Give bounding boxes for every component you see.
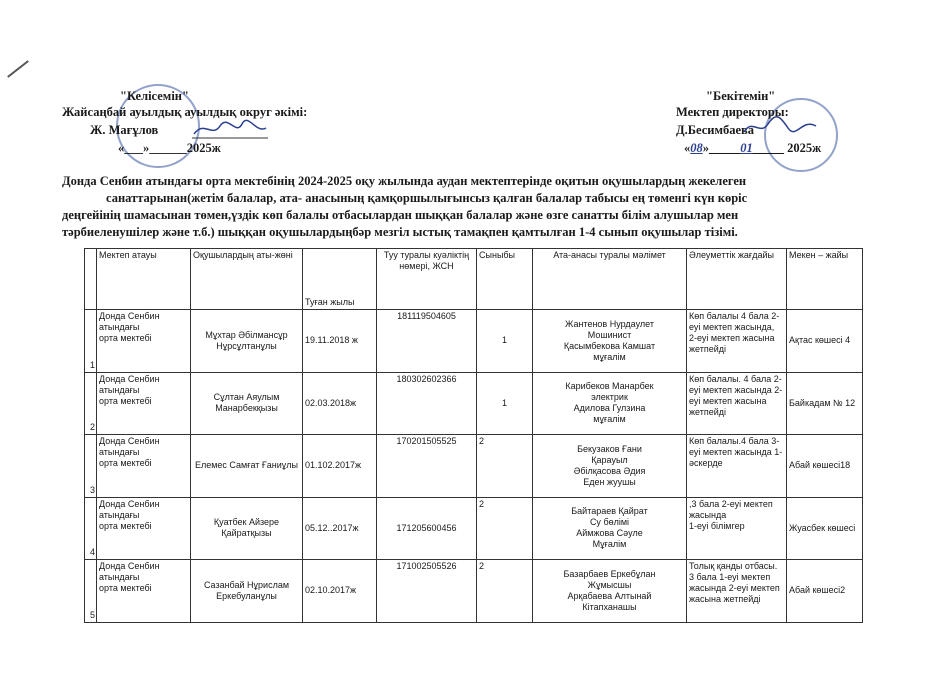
cell-parents: Базарбаев Еркебұлан Жұмысшы Арқабаева Алтынай Кітапханашы (533, 560, 687, 623)
title-line: санаттарынан(жетім балалар, ата- анасының қамқоршылығынсыз қалған балалар табысы ең төменгі күн көріс (106, 191, 748, 205)
left-approve-word: "Келісемін" (120, 89, 189, 103)
row-number: 3 (85, 435, 97, 498)
cell-address: Байкадам № 12 (787, 372, 863, 435)
cell-grade: 1 (477, 372, 533, 435)
header-parents: Ата-анасы туралы мәлімет (533, 249, 687, 310)
cell-social: ,3 бала 2-еуі мектеп жасында 1-еуі білімгер (687, 497, 787, 560)
left-position: Жайсаңбай ауылдық ауылдық округ әкімі: (62, 105, 308, 119)
right-date-day: 08 (690, 141, 703, 155)
cell-social: Көп балалы 4 бала 2-еуі мектеп жасында, 2-еуі мектеп жасына жетпейді (687, 310, 787, 373)
table-row (85, 497, 863, 560)
cell-birth-year: 05.12..2017ж (303, 497, 377, 560)
right-approve-word: "Бекітемін" (706, 89, 776, 103)
right-date: «08»_____01_____ 2025ж (684, 141, 822, 155)
document-title (62, 173, 862, 241)
cell-student: Мұхтар Әбілмансұр Нұрсұлтанұлы (191, 310, 303, 373)
title-line: деңгейінің шамасынан төмен,үздік көп балалы отбасылардан шыққан балалар және өзге санатты білім алушылар мен (62, 208, 739, 222)
scan-mark (7, 60, 29, 78)
left-date: «___»______2025ж (118, 141, 221, 155)
table-row (85, 310, 863, 373)
cell-birth-year: 19.11.2018 ж (303, 310, 377, 373)
cell-school: Донда Сенбин атындағы орта мектебі (97, 310, 191, 373)
title-line: Донда Сенбин атындағы орта мектебінің 2024-2025 оқу жылында аудан мектептерінде оқитын оқушылардың жекелеген (62, 174, 747, 188)
right-date-month: 01 (740, 141, 753, 155)
cell-parents: Жантенов Нурдаулет Мошинист Қасымбекова Камшат мұғалім (533, 310, 687, 373)
cell-address: Абай көшесі18 (787, 435, 863, 498)
cell-cert: 180302602366 (377, 372, 477, 435)
row-number: 1 (85, 310, 97, 373)
cell-grade: 1 (477, 310, 533, 373)
cell-school: Донда Сенбин атындағы орта мектебі (97, 560, 191, 623)
cell-grade: 2 (477, 497, 533, 560)
right-name: Д.Бесимбаева (676, 123, 755, 137)
left-name: Ж. Мағұлов (90, 123, 159, 137)
right-signature-icon (740, 112, 820, 140)
cell-cert: 181119504605 (377, 310, 477, 373)
title-line: тәрбиеленушілер және т.б.) шыққан оқушылардыңбәр мезгіл ыстық тамақпен қамтылған 1-4 сынып оқушылар тізімі. (62, 225, 738, 239)
header-grade: Сыныбы (477, 249, 533, 310)
cell-cert: 171002505526 (377, 560, 477, 623)
header-address: Мекен – жайы (787, 249, 863, 310)
table-row (85, 435, 863, 498)
header-row (85, 249, 863, 310)
cell-parents: Карибеков Манарбек электрик Адилова Гулзина мұғалім (533, 372, 687, 435)
cell-school: Донда Сенбин атындағы орта мектебі (97, 372, 191, 435)
cell-cert: 171205600456 (377, 497, 477, 560)
header-student: Оқушылардың аты-жөні (191, 249, 303, 310)
cell-social: Толық қанды отбасы. 3 бала 1-еуі мектеп жасында 2-еуі мектеп жасына жетпейді (687, 560, 787, 623)
cell-school: Донда Сенбин атындағы орта мектебі (97, 435, 191, 498)
cell-grade: 2 (477, 435, 533, 498)
right-position: Мектеп директоры: (676, 105, 789, 119)
cell-cert: 170201505525 (377, 435, 477, 498)
cell-social: Көп балалы. 4 бала 2-еуі мектеп жасында 2-еуі мектеп жасына жетпейді (687, 372, 787, 435)
cell-student: Елемес Самғат Ғаниұлы (191, 435, 303, 498)
cell-grade: 2 (477, 560, 533, 623)
cell-student: Сазанбай Нұрислам Еркебуланұлы (191, 560, 303, 623)
cell-parents: Бекузаков Ғани Қарауыл Әбілқасова Әдия Еден жуушы (533, 435, 687, 498)
header-school: Мектеп атауы (97, 249, 191, 310)
cell-birth-year: 02.03.2018ж (303, 372, 377, 435)
cell-student: Сұлтан Аяулым Манарбекқызы (191, 372, 303, 435)
cell-school: Донда Сенбин атындағы орта мектебі (97, 497, 191, 560)
table-row (85, 560, 863, 623)
header-social: Әлеуметтік жағдайы (687, 249, 787, 310)
left-signature-icon (190, 116, 270, 142)
right-date-year: 2025ж (787, 141, 822, 155)
table-row (85, 372, 863, 435)
cell-student: Қуатбек Айзере Қайратқызы (191, 497, 303, 560)
header-cert: Туу туралы куәлiктiң нөмерi, ЖСН (377, 249, 477, 310)
cell-address: Жуасбек көшесі (787, 497, 863, 560)
row-number: 2 (85, 372, 97, 435)
header-birth-year: Туған жылы (303, 249, 377, 310)
cell-birth-year: 02.10.2017ж (303, 560, 377, 623)
cell-address: Ақтас көшесі 4 (787, 310, 863, 373)
cell-address: Абай көшесі2 (787, 560, 863, 623)
row-number: 4 (85, 497, 97, 560)
cell-parents: Байтараев Қайрат Су бөлімі Аймжова Сәуле Мұғалім (533, 497, 687, 560)
cell-birth-year: 01.102.2017ж (303, 435, 377, 498)
header-num (85, 249, 97, 310)
cell-social: Көп балалы.4 бала 3-еуі мектеп жасында 1-әскерде (687, 435, 787, 498)
row-number: 5 (85, 560, 97, 623)
students-table (84, 248, 863, 623)
